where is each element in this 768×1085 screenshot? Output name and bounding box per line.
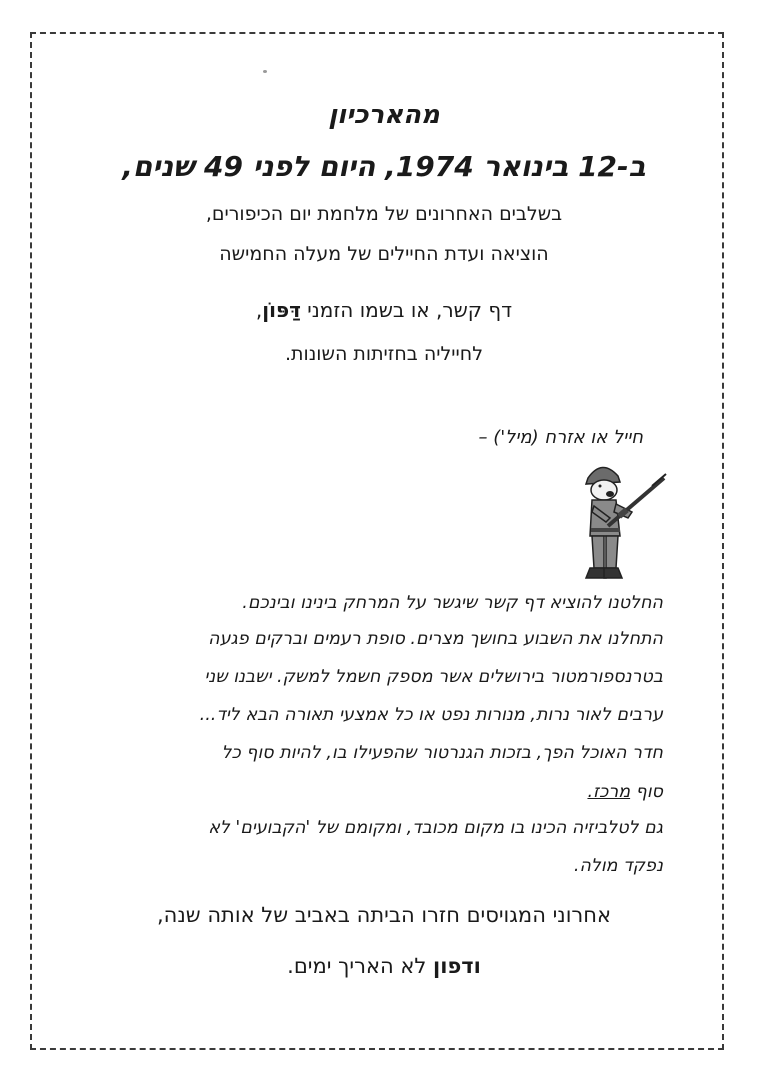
body-line-6-prefix: סוף <box>630 782 663 802</box>
scan-speck <box>263 70 267 73</box>
final-prefix: ו <box>473 954 481 978</box>
body-line-3: בטרנספורמטור בירושלים אשר מספק חשמל למשק. ישבנו שני <box>204 667 663 687</box>
final-name: דפון <box>433 954 474 978</box>
newsletter-line <box>0 298 768 322</box>
section-label: חייל או אזרח (מיל') – <box>478 427 643 448</box>
final-suffix: לא האריך ימים. <box>287 954 434 978</box>
soldier-illustration <box>570 456 670 586</box>
newsletter-suffix: , <box>255 298 263 322</box>
final-line <box>0 954 768 978</box>
intro-line-1: בשלבים האחרונים של מלחמת יום הכיפורים, <box>205 203 563 225</box>
tv-line-1: גם לטלביזיה הכינו בו מקום מכובד, ומקומם של 'הקבועים' לא <box>208 818 663 838</box>
intro-line-2: הוציאה ועדת החיילים של מעלה החמישה <box>219 243 549 265</box>
distribution-line: לחייליה בחזיתות השונות. <box>285 343 483 365</box>
heading: מהארכיון <box>328 100 440 130</box>
newsletter-prefix: דף קשר, או בשמו הזמני <box>307 298 513 322</box>
newsletter-name: דַּפּוֹן <box>262 298 301 322</box>
tv-line-2: נפקד מולה. <box>573 856 663 876</box>
date-line: ב-12 בינואר 1974, היום לפני 49 שנים, <box>122 150 646 183</box>
body-line-6-underlined: מרכז. <box>587 782 631 802</box>
closing-line: אחרוני המגויסים חזרו הביתה באביב של אותה שנה, <box>156 903 612 927</box>
body-line-4: ערבים לאור נרות, מנורות נפט או כל אמצעי תאורה הבא ליד... <box>199 705 663 725</box>
body-line-1: החלטנו להוציא דף קשר שיגשר על המרחק בינינו ובינכם. <box>242 593 663 613</box>
body-line-5: חדר האוכל הפך, בזכות הגנרטור שהפעילו בו, להיות סוף כל <box>221 743 663 763</box>
body-line-6 <box>587 782 663 802</box>
body-line-2: התחלנו את השבוע בחושך מצרים. סופת רעמים וברקים פגעה <box>208 629 663 649</box>
